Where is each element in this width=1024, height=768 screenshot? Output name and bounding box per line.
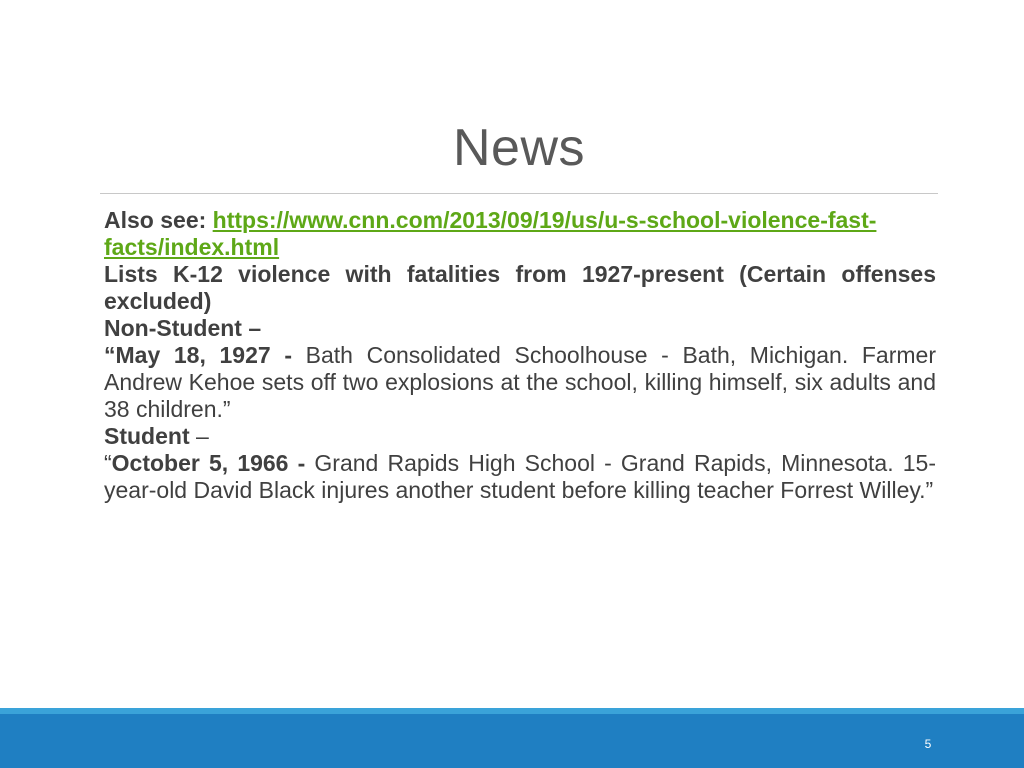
- student-quote-open: “: [104, 450, 112, 476]
- student-heading-line: [104, 423, 936, 450]
- student-date: October 5, 1966 -: [111, 450, 306, 476]
- student-heading: Student: [104, 423, 190, 449]
- page-number: 5: [924, 737, 932, 751]
- also-see-label: Also see:: [104, 207, 207, 233]
- non-student-quote-open: “: [104, 342, 116, 368]
- lists-note: Lists K-12 violence with fatalities from 1927-present (Certain offenses excluded): [104, 261, 936, 314]
- student-text: Grand Rapids High School - Grand Rapids, Minnesota. 15-year-old David Black injures another student before killing teacher Forrest Willey.”: [104, 450, 936, 503]
- slide-title: News: [452, 119, 586, 177]
- footer-bar: [0, 714, 1024, 768]
- slide-body: [104, 207, 936, 504]
- student-quote: [104, 450, 936, 504]
- non-student-heading: Non-Student –: [104, 315, 262, 341]
- non-student-date: May 18, 1927 -: [115, 342, 292, 368]
- title-divider: [100, 193, 938, 194]
- student-dash: –: [189, 423, 209, 449]
- cnn-link[interactable]: https://www.cnn.com/2013/09/19/us/u-s-school-violence-fast-facts/index.html: [104, 207, 877, 260]
- also-see-paragraph: [104, 207, 936, 261]
- non-student-text: Bath Consolidated Schoolhouse - Bath, Michigan. Farmer Andrew Kehoe sets off two explosions at the school, killing himself, six adults and 38 children.”: [104, 342, 936, 422]
- non-student-quote: [104, 342, 936, 423]
